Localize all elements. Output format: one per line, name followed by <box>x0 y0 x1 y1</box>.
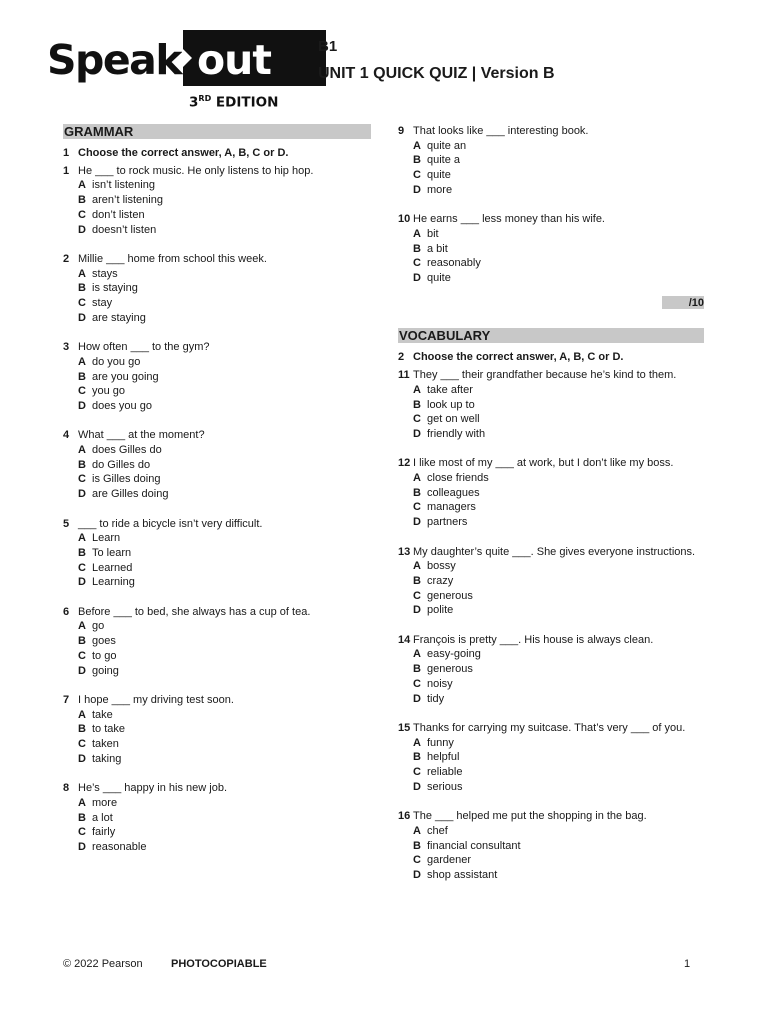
option-text: a bit <box>427 242 448 255</box>
option-text: To learn <box>92 546 132 559</box>
answer-option <box>63 737 371 752</box>
answer-option <box>63 443 371 458</box>
option-text: do you go <box>92 355 141 368</box>
question-number: 13 <box>398 545 411 558</box>
option-text: serious <box>427 780 463 793</box>
answer-option <box>398 559 704 574</box>
option-text: bossy <box>427 560 456 573</box>
question-text: How often ___ to the gym? <box>78 341 210 354</box>
answer-option <box>398 383 704 398</box>
question-number: 9 <box>398 125 405 137</box>
option-letter: A <box>413 648 421 661</box>
instruction-number: 2 <box>398 351 405 364</box>
option-letter: C <box>78 738 86 751</box>
option-letter: C <box>78 826 86 839</box>
option-text: are staying <box>92 311 146 324</box>
option-letter: B <box>413 839 421 852</box>
option-letter: B <box>78 546 86 559</box>
option-letter: D <box>413 183 421 196</box>
answer-option <box>63 825 371 840</box>
answer-option <box>398 839 704 854</box>
question-number: 12 <box>398 457 411 470</box>
option-letter: D <box>413 272 421 285</box>
answer-option <box>398 780 704 795</box>
answer-option <box>398 515 704 530</box>
option-text: fairly <box>92 826 116 839</box>
option-letter: C <box>78 561 86 574</box>
question-item <box>398 212 704 286</box>
answer-option <box>398 471 704 486</box>
option-text: are Gilles doing <box>92 488 169 501</box>
option-letter: A <box>78 796 86 809</box>
question-stem <box>63 605 371 620</box>
vocabulary-heading: VOCABULARY <box>398 328 704 343</box>
question-stem <box>398 456 704 471</box>
answer-option <box>398 242 704 257</box>
question-item <box>63 693 371 767</box>
answer-option <box>63 487 371 502</box>
option-text: helpful <box>427 751 460 764</box>
question-number: 16 <box>398 810 411 823</box>
level-label: B1 <box>318 38 338 55</box>
option-letter: D <box>78 752 86 765</box>
answer-option <box>63 281 371 296</box>
answer-option <box>398 662 704 677</box>
answer-option <box>63 178 371 193</box>
question-number: 6 <box>63 605 70 618</box>
option-text: look up to <box>427 398 475 411</box>
instruction-number: 1 <box>63 147 70 159</box>
option-text: are you going <box>92 370 159 383</box>
vocabulary-questions <box>398 368 704 883</box>
option-letter: C <box>413 413 421 426</box>
option-text: stays <box>92 267 118 280</box>
option-letter: B <box>78 194 86 207</box>
answer-option <box>63 811 371 826</box>
option-text: chef <box>427 824 448 837</box>
option-text: colleagues <box>427 486 480 499</box>
logo-word-speak: Speak <box>47 36 182 84</box>
option-letter: C <box>78 649 86 662</box>
option-letter: B <box>78 723 86 736</box>
instruction-text: Choose the correct answer, A, B, C or D. <box>413 351 624 364</box>
answer-option <box>398 427 704 442</box>
option-letter: A <box>413 227 421 240</box>
question-stem <box>398 721 704 736</box>
right-column <box>398 124 704 897</box>
option-letter: D <box>413 868 421 881</box>
option-letter: D <box>413 604 421 617</box>
question-number: 15 <box>398 721 411 734</box>
answer-option <box>398 574 704 589</box>
answer-option <box>398 500 704 515</box>
question-stem <box>63 340 371 355</box>
option-letter: B <box>413 154 421 167</box>
question-stem <box>63 693 371 708</box>
question-item <box>398 368 704 442</box>
option-letter: D <box>413 780 421 793</box>
option-letter: D <box>413 427 421 440</box>
option-text: quite an <box>427 139 467 152</box>
option-text: doesn’t listen <box>92 223 157 236</box>
question-text: He’s ___ happy in his new job. <box>78 782 228 795</box>
answer-option <box>63 561 371 576</box>
option-letter: A <box>78 708 86 721</box>
photocopiable-label: PHOTOCOPIABLE <box>171 958 267 970</box>
option-text: is Gilles doing <box>92 473 161 486</box>
logo-word-out: out <box>197 36 271 84</box>
question-number: 7 <box>63 693 70 706</box>
question-text: Thanks for carrying my suitcase. That’s very ___ of you. <box>413 721 686 734</box>
question-stem <box>63 517 371 532</box>
option-text: quite <box>427 272 451 285</box>
question-number: 5 <box>63 517 70 530</box>
option-letter: D <box>78 664 86 677</box>
grammar-questions-continued <box>398 124 704 286</box>
option-letter: C <box>78 208 86 221</box>
option-text: crazy <box>427 574 454 587</box>
answer-option <box>63 311 371 326</box>
question-item <box>63 781 371 855</box>
option-text: isn’t listening <box>92 179 155 192</box>
option-letter: C <box>413 589 421 602</box>
quiz-title: UNIT 1 QUICK QUIZ | Version B <box>318 65 555 82</box>
option-text: does Gilles do <box>92 444 162 457</box>
option-text: going <box>92 664 119 677</box>
answer-option <box>63 722 371 737</box>
question-text: I hope ___ my driving test soon. <box>78 693 234 706</box>
option-text: funny <box>427 736 454 749</box>
answer-option <box>398 486 704 501</box>
option-letter: B <box>413 663 421 676</box>
answer-option <box>398 647 704 662</box>
question-text: Millie ___ home from school this week. <box>78 252 267 265</box>
answer-option <box>398 868 704 883</box>
answer-option <box>63 708 371 723</box>
grammar-heading: GRAMMAR <box>63 124 371 139</box>
question-number: 3 <box>63 341 70 354</box>
option-letter: A <box>78 532 86 545</box>
question-stem <box>398 124 704 139</box>
option-letter: B <box>78 370 86 383</box>
option-letter: C <box>413 677 421 690</box>
option-letter: D <box>413 692 421 705</box>
option-letter: A <box>413 824 421 837</box>
answer-option <box>63 370 371 385</box>
option-letter: B <box>78 811 86 824</box>
option-letter: D <box>78 399 86 412</box>
question-stem <box>63 252 371 267</box>
option-text: stay <box>92 297 113 310</box>
question-number: 1 <box>63 164 70 177</box>
edition-number: 3 <box>189 94 199 111</box>
option-letter: A <box>78 267 86 280</box>
question-item <box>398 721 704 795</box>
option-text: reasonably <box>427 257 481 270</box>
question-stem <box>398 633 704 648</box>
question-item <box>398 456 704 530</box>
edition-label: EDITION <box>211 94 279 111</box>
option-text: partners <box>427 516 468 529</box>
question-item <box>63 605 371 679</box>
option-text: reasonable <box>92 840 147 853</box>
answer-option <box>63 267 371 282</box>
option-letter: C <box>413 766 421 779</box>
answer-option <box>63 619 371 634</box>
logo-edition <box>189 94 278 111</box>
answer-option <box>398 139 704 154</box>
option-text: you go <box>92 385 126 398</box>
question-text: My daughter’s quite ___. She gives everyone instructions. <box>413 545 696 558</box>
option-text: tidy <box>427 692 445 705</box>
option-letter: A <box>78 355 86 368</box>
edition-suffix: RD <box>198 94 212 103</box>
answer-option <box>63 531 371 546</box>
option-text: to take <box>92 723 126 736</box>
option-letter: A <box>78 620 86 633</box>
option-letter: B <box>413 751 421 764</box>
option-letter: C <box>78 297 86 310</box>
option-text: generous <box>427 663 473 676</box>
option-text: to go <box>92 649 117 662</box>
question-item <box>398 124 704 198</box>
option-letter: D <box>78 223 86 236</box>
option-letter: C <box>413 169 421 182</box>
option-text: gardener <box>427 854 472 867</box>
question-text: They ___ their grandfather because he’s kind to them. <box>413 369 677 382</box>
grammar-questions <box>63 164 371 855</box>
option-letter: C <box>413 501 421 514</box>
option-text: shop assistant <box>427 868 498 881</box>
answer-option <box>63 634 371 649</box>
option-letter: C <box>78 473 86 486</box>
grammar-score-box <box>662 296 704 309</box>
question-item <box>63 252 371 326</box>
answer-option <box>63 649 371 664</box>
option-letter: D <box>413 516 421 529</box>
question-number: 4 <box>63 429 70 442</box>
option-text: don’t listen <box>92 208 145 221</box>
logo-box <box>183 30 326 86</box>
option-letter: D <box>78 311 86 324</box>
question-number: 14 <box>398 633 411 646</box>
answer-option <box>398 271 704 286</box>
page-number: 1 <box>684 958 691 970</box>
question-text: ___ to ride a bicycle isn’t very difficult. <box>78 517 263 530</box>
speakout-logo <box>47 30 287 110</box>
option-text: is staying <box>92 282 138 295</box>
option-letter: C <box>78 385 86 398</box>
answer-option <box>398 227 704 242</box>
option-letter: D <box>78 488 86 501</box>
answer-option <box>398 256 704 271</box>
question-stem <box>63 781 371 796</box>
option-text: polite <box>427 604 454 617</box>
option-text: noisy <box>427 677 453 690</box>
question-stem <box>63 428 371 443</box>
option-text: easy-going <box>427 648 481 661</box>
option-letter: D <box>78 840 86 853</box>
option-text: does you go <box>92 399 152 412</box>
option-letter: A <box>413 736 421 749</box>
answer-option <box>398 168 704 183</box>
question-item <box>63 164 371 238</box>
question-item <box>63 428 371 502</box>
answer-option <box>398 398 704 413</box>
answer-option <box>63 399 371 414</box>
option-text: quite a <box>427 154 461 167</box>
option-letter: B <box>78 635 86 648</box>
option-letter: B <box>78 458 86 471</box>
question-stem <box>63 164 371 179</box>
answer-option <box>63 575 371 590</box>
vocabulary-instruction <box>398 350 704 365</box>
question-text: I like most of my ___ at work, but I don’t like my boss. <box>413 457 674 470</box>
question-number: 11 <box>398 369 410 382</box>
option-text: aren’t listening <box>92 194 163 207</box>
option-letter: A <box>413 139 421 152</box>
option-text: bit <box>427 227 439 240</box>
left-column <box>63 124 371 869</box>
option-text: do Gilles do <box>92 458 151 471</box>
answer-option <box>63 223 371 238</box>
option-text: taken <box>92 738 119 751</box>
option-letter: A <box>413 560 421 573</box>
answer-option <box>63 752 371 767</box>
option-text: generous <box>427 589 473 602</box>
grammar-instruction <box>63 146 371 161</box>
option-letter: B <box>413 242 421 255</box>
option-text: financial consultant <box>427 839 521 852</box>
option-letter: A <box>413 472 421 485</box>
option-text: go <box>92 620 105 633</box>
answer-option <box>398 750 704 765</box>
question-number: 2 <box>63 252 70 265</box>
option-text: more <box>427 183 453 196</box>
answer-option <box>398 736 704 751</box>
question-text: François is pretty ___. His house is always clean. <box>413 633 654 646</box>
answer-option <box>398 765 704 780</box>
question-item <box>398 545 704 619</box>
option-letter: C <box>413 257 421 270</box>
instruction-text: Choose the correct answer, A, B, C or D. <box>78 147 289 159</box>
question-text: The ___ helped me put the shopping in the bag. <box>413 810 647 823</box>
option-text: goes <box>92 635 116 648</box>
answer-option <box>63 355 371 370</box>
question-item <box>63 517 371 591</box>
answer-option <box>398 153 704 168</box>
question-number: 8 <box>63 782 70 795</box>
question-stem <box>398 545 704 560</box>
answer-option <box>63 384 371 399</box>
question-text: That looks like ___ interesting book. <box>413 125 589 137</box>
option-text: friendly with <box>427 427 486 440</box>
option-text: take after <box>427 383 473 396</box>
option-letter: B <box>413 486 421 499</box>
option-text: get on well <box>427 413 480 426</box>
option-letter: A <box>413 383 421 396</box>
option-text: a lot <box>92 811 113 824</box>
option-text: quite <box>427 169 451 182</box>
answer-option <box>398 677 704 692</box>
answer-option <box>398 603 704 618</box>
question-text: Before ___ to bed, she always has a cup of tea. <box>78 605 311 618</box>
option-letter: B <box>78 282 86 295</box>
option-text: Learned <box>92 561 133 574</box>
answer-option <box>63 208 371 223</box>
option-letter: D <box>78 576 86 589</box>
option-letter: A <box>78 179 86 192</box>
option-letter: B <box>413 574 421 587</box>
answer-option <box>63 296 371 311</box>
answer-option <box>398 692 704 707</box>
option-letter: A <box>78 444 86 457</box>
answer-option <box>63 796 371 811</box>
question-stem <box>398 212 704 227</box>
option-text: take <box>92 708 113 721</box>
copyright-notice: © 2022 Pearson <box>63 958 143 970</box>
answer-option <box>63 458 371 473</box>
question-text: He ___ to rock music. He only listens to hip hop. <box>78 164 314 177</box>
question-item <box>398 633 704 707</box>
answer-option <box>398 412 704 427</box>
option-letter: C <box>413 854 421 867</box>
question-item <box>63 340 371 414</box>
answer-option <box>398 853 704 868</box>
grammar-score: /10 <box>688 297 704 310</box>
option-text: managers <box>427 501 476 514</box>
option-text: taking <box>92 752 122 765</box>
question-stem <box>398 809 704 824</box>
option-text: Learn <box>92 532 121 545</box>
answer-option <box>63 840 371 855</box>
question-text: What ___ at the moment? <box>78 429 205 442</box>
answer-option <box>63 664 371 679</box>
option-text: more <box>92 796 118 809</box>
option-text: Learning <box>92 576 135 589</box>
answer-option <box>63 546 371 561</box>
option-letter: B <box>413 398 421 411</box>
answer-option <box>398 824 704 839</box>
answer-option <box>398 589 704 604</box>
question-stem <box>398 368 704 383</box>
answer-option <box>63 472 371 487</box>
answer-option <box>63 193 371 208</box>
option-text: close friends <box>427 472 489 485</box>
answer-option <box>398 183 704 198</box>
option-text: reliable <box>427 766 463 779</box>
question-text: He earns ___ less money than his wife. <box>413 213 605 226</box>
question-number: 10 <box>398 213 411 226</box>
question-item <box>398 809 704 883</box>
